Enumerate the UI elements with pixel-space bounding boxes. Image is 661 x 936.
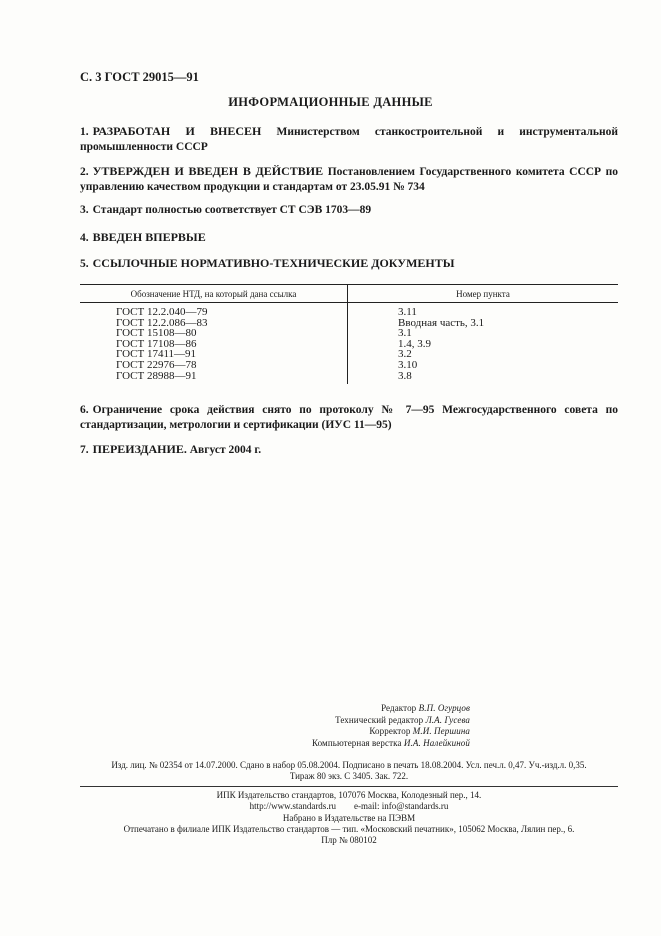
printer-info [80, 790, 618, 846]
divider [80, 786, 618, 787]
cell-designation: ГОСТ 17411—91 [80, 349, 348, 360]
credit-role: Редактор [381, 703, 417, 713]
item-3 [80, 203, 618, 218]
item-lead: ССЫЛОЧНЫЕ НОРМАТИВНО-ТЕХНИЧЕСКИЕ ДОКУМЕНТЫ [92, 256, 455, 270]
cell-designation: ГОСТ 12.2.086—83 [80, 318, 348, 329]
item-number: 2. [80, 166, 89, 178]
item-1 [80, 124, 618, 155]
cell-clause: 3.1 [398, 327, 412, 340]
table-row [80, 303, 618, 318]
cell-designation: ГОСТ 12.2.040—79 [80, 303, 348, 318]
printer-line: Отпечатано в филиале ИПК Издательство стандартов — тип. «Московский печатник», 105062 Москва, Лялин пер., 6. [123, 823, 575, 834]
pubinfo-line: Изд. лиц. № 02354 от 14.07.2000. Сдано в набор 05.08.2004. Подписано в печать 18.08.2004. Усл. печ.л. 0,47. Уч.-изд.л. 0,35. [111, 760, 587, 770]
item-number: 1. [80, 126, 89, 138]
cell-clause: 3.2 [398, 348, 412, 361]
item-lead: ПЕРЕИЗДАНИЕ. [92, 442, 187, 456]
credit-name: В.П. Огурцов [418, 703, 470, 713]
item-lead: РАЗРАБОТАН И ВНЕСЕН [92, 124, 262, 138]
table-header-row [80, 285, 618, 303]
printer-line: http://www.standards.ru e-mail: info@standards.ru [249, 801, 449, 812]
item-text: Постановлением Государственного комитета СССР по управлению качеством продукции и стандартам от 23.05.91 № 734 [80, 166, 619, 193]
table-row [80, 371, 618, 385]
credit-role: Корректор [369, 726, 411, 736]
printer-line: ИПК Издательство стандартов, 107076 Москва, Колодезный пер., 14. [216, 790, 482, 800]
page-header: С. 3 ГОСТ 29015—91 [80, 70, 199, 84]
reference-documents-table [80, 284, 618, 384]
cell-designation: ГОСТ 15108—80 [80, 328, 348, 339]
cell-clause: Вводная часть, 3.1 [398, 316, 485, 329]
item-text: Ограничение срока действия снято по протоколу № 7—95 Межгосударственного совета по стандартизации, метрологии и сертификации (ИУС 11—95) [80, 404, 618, 431]
printer-line: Плр № 080102 [321, 835, 377, 846]
item-text: Стандарт полностью соответствует СТ СЭВ 1703—89 [92, 204, 372, 216]
credit-line [230, 726, 470, 738]
cell-clause: 3.11 [398, 306, 417, 318]
item-number: 7. [80, 444, 89, 456]
cell-designation: ГОСТ 17108—86 [80, 339, 348, 350]
credit-name: И.А. Налейкиной [403, 737, 470, 748]
item-number: 5. [80, 258, 89, 270]
item-lead: ВВЕДЕН ВПЕРВЫЕ [92, 230, 206, 244]
item-lead: УТВЕРЖДЕН И ВВЕДЕН В ДЕЙСТВИЕ [92, 164, 324, 178]
printer-line: Набрано в Издательстве на ПЭВМ [282, 812, 416, 823]
item-text: Министерством станкостроительной и инструментальной промышленности СССР [80, 126, 618, 153]
item-7 [80, 442, 618, 458]
credit-role: Технический редактор [335, 714, 424, 725]
item-4 [80, 230, 618, 246]
column-header-clause: Номер пункта [348, 285, 619, 303]
pubinfo-line: Тираж 80 экз. С 3405. Зак. 722. [289, 771, 409, 781]
credit-name: Л.А. Гусева [425, 714, 470, 725]
credit-line [230, 738, 470, 750]
page-title: ИНФОРМАЦИОННЫЕ ДАННЫЕ [228, 95, 433, 109]
item-5 [80, 256, 618, 272]
credit-line [230, 703, 470, 715]
cell-clause: 1.4, 3.9 [398, 337, 431, 350]
credit-role: Компьютерная верстка [311, 737, 402, 748]
credit-line [230, 715, 470, 727]
cell-clause: 3.10 [398, 358, 418, 371]
cell-clause: 3.8 [398, 369, 412, 382]
publication-info [80, 760, 618, 782]
item-number: 3. [80, 204, 89, 216]
cell-designation: ГОСТ 28988—91 [80, 371, 348, 385]
item-2 [80, 164, 618, 195]
item-number: 4. [80, 232, 89, 244]
cell-designation: ГОСТ 22976—78 [80, 360, 348, 371]
item-text: Август 2004 г. [189, 444, 262, 456]
table-row [80, 360, 618, 371]
credit-name: М.И. Першина [412, 726, 470, 736]
column-header-designation: Обозначение НТД, на который дана ссылка [80, 285, 348, 303]
item-6 [80, 403, 618, 433]
item-number: 6. [80, 404, 89, 416]
credits-block [230, 703, 470, 749]
